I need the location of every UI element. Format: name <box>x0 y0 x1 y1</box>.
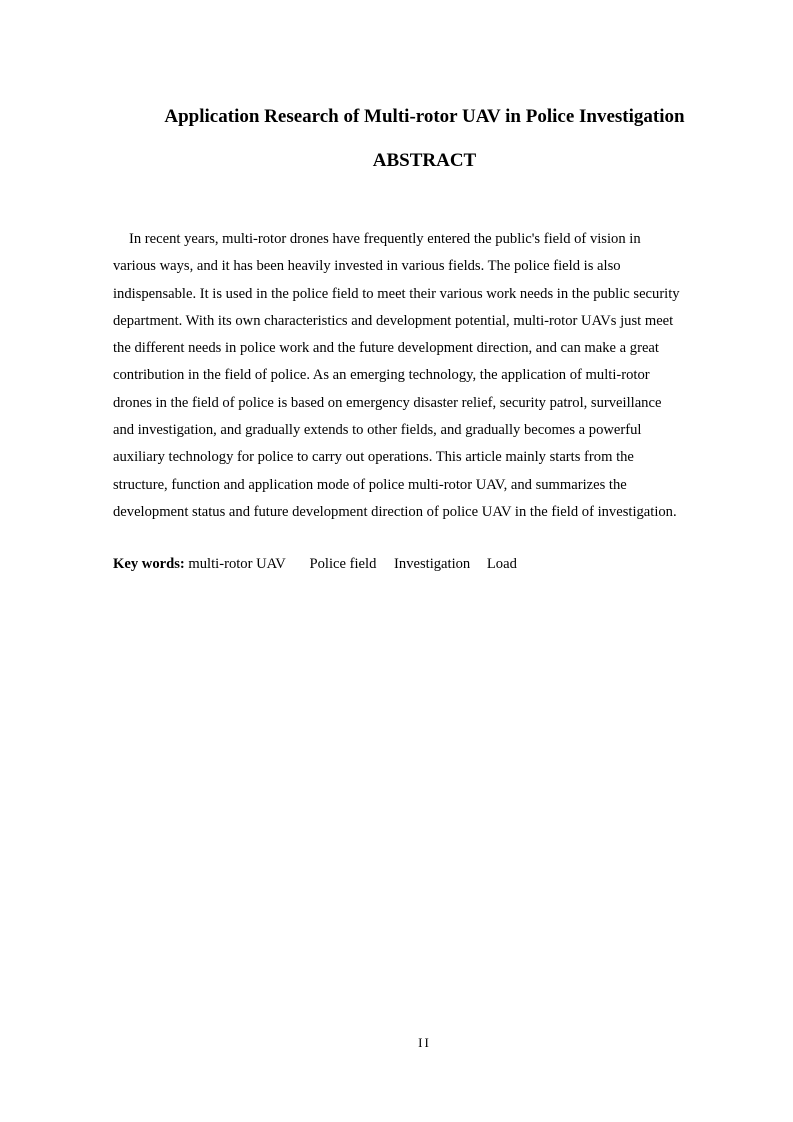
abstract-heading: ABSTRACT <box>372 150 477 171</box>
keywords-label: Key words: <box>113 556 185 572</box>
keywords <box>113 551 517 578</box>
abstract-line: auxiliary technology for police to carry out operations. This article mainly starts from the <box>113 449 634 466</box>
keyword-item: multi-rotor UAV <box>188 556 286 572</box>
keyword-item: Investigation <box>394 556 471 572</box>
abstract-line: the different needs in police work and the future development direction, and can make a great <box>113 340 659 357</box>
page-number: II <box>418 1035 431 1050</box>
abstract-line: drones in the field of police is based on emergency disaster relief, security patrol, surveillance <box>113 394 662 411</box>
keyword-item: Police field <box>309 556 377 572</box>
abstract-body <box>113 226 738 526</box>
paper-title: Application Research of Multi-rotor UAV in Police Investigation <box>164 106 685 127</box>
abstract-line: indispensable. It is used in the police field to meet their various work needs in the public security <box>113 285 680 302</box>
abstract-line: various ways, and it has been heavily invested in various fields. The police field is also <box>113 258 621 275</box>
keyword-item: Load <box>486 556 517 572</box>
abstract-line: and investigation, and gradually extends to other fields, and gradually becomes a powerful <box>113 422 642 439</box>
abstract-line: department. With its own characteristics and development potential, multi-rotor UAVs just meet <box>113 312 674 329</box>
abstract-line: development status and future development direction of police UAV in the field of investigation. <box>113 503 677 520</box>
abstract-line: structure, function and application mode of police multi-rotor UAV, and summarizes the <box>113 476 627 493</box>
abstract-line: contribution in the field of police. As an emerging technology, the application of multi-rotor <box>113 367 650 384</box>
abstract-line: In recent years, multi-rotor drones have frequently entered the public's field of vision in <box>129 231 641 247</box>
